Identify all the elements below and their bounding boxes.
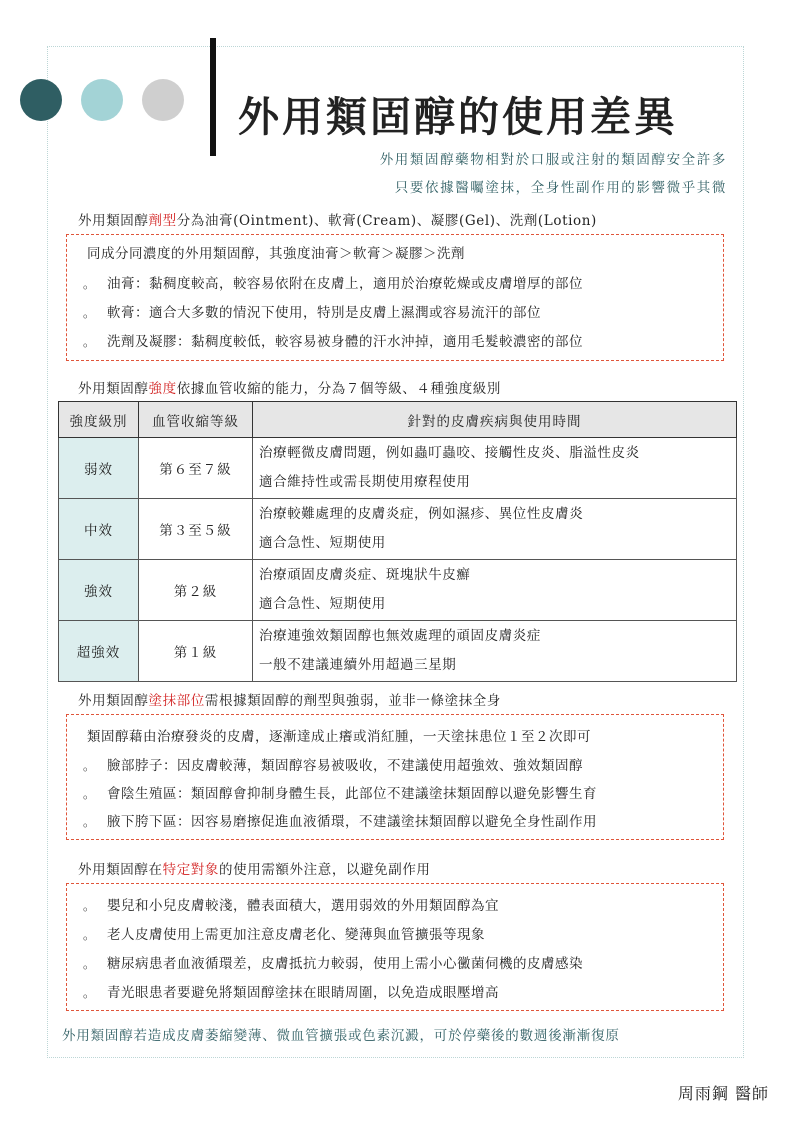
area-box <box>66 714 724 840</box>
strength-table <box>58 401 737 682</box>
footer-note: 外用類固醇若造成皮膚萎縮變薄、微血管擴張或色素沉澱，可於停藥後的數週後漸漸復原 <box>62 1028 620 1044</box>
bullet-mark: 。 <box>83 277 96 291</box>
special-box <box>66 883 724 1011</box>
bullet-mark: 。 <box>83 928 96 942</box>
list-item: 。 青光眼患者要避免將類固醇塗抹在眼睛周圍，以免造成眼壓增高 <box>83 985 499 1001</box>
table-row <box>59 438 737 499</box>
cell-level: 強效 <box>59 560 139 621</box>
header-desc: 針對的皮膚疾病與使用時間 <box>253 402 737 438</box>
table-row <box>59 560 737 621</box>
list-item: 。 軟膏：適合大多數的情況下使用，特別是皮膚上濕潤或容易流汗的部位 <box>83 305 541 321</box>
cell-range: 第６至７級 <box>139 438 253 499</box>
bullet-mark: 。 <box>83 815 96 829</box>
list-item: 。 糖尿病患者血液循環差，皮膚抵抗力較弱，使用上需小心黴菌伺機的皮膚感染 <box>83 956 583 972</box>
area-heading-highlight: 塗抹部位 <box>148 693 205 709</box>
cell-level: 中效 <box>59 499 139 560</box>
list-item: 。 會陰生殖區：類固醇會抑制身體生長，此部位不建議塗抹類固醇以避免影響生育 <box>83 786 597 802</box>
list-item: 。 油膏：黏稠度較高，較容易依附在皮膚上，適用於治療乾燥或皮膚增厚的部位 <box>83 276 583 292</box>
bullet-mark: 。 <box>83 957 96 971</box>
author-signature: 周雨鋼 醫師 <box>677 1084 769 1103</box>
header-range: 血管收縮等級 <box>139 402 253 438</box>
bullet-mark: 。 <box>83 335 96 349</box>
strength-heading: 外用類固醇強度依據血管收縮的能力，分為７個等級、４種強度級別 <box>78 381 502 397</box>
table-row <box>59 499 737 560</box>
decor-dot-light <box>81 79 123 121</box>
cell-desc: 治療輕微皮膚問題，例如蟲叮蟲咬、接觸性皮炎、脂溢性皮炎 適合維持性或需長期使用療程使用 <box>253 438 737 499</box>
cell-desc: 治療較難處理的皮膚炎症，例如濕疹、異位性皮膚炎 適合急性、短期使用 <box>253 499 737 560</box>
area-intro: 類固醇藉由治療發炎的皮膚，逐漸達成止癢或消紅腫，一天塗抹患位１至２次即可 <box>87 729 591 745</box>
dosage-heading-highlight: 劑型 <box>148 213 177 229</box>
bullet-mark: 。 <box>83 986 96 1000</box>
special-heading-highlight: 特定對象 <box>162 862 220 878</box>
cell-level: 弱效 <box>59 438 139 499</box>
subtitle-line-1: 外用類固醇藥物相對於口服或注射的類固醇安全許多 <box>379 152 727 168</box>
table-row <box>59 621 737 682</box>
cell-range: 第３至５級 <box>139 499 253 560</box>
area-heading: 外用類固醇塗抹部位需根據類固醇的劑型與強弱，並非一條塗抹全身 <box>78 693 502 709</box>
cell-range: 第２級 <box>139 560 253 621</box>
subtitle-line-2: 只要依據醫囑塗抹，全身性副作用的影響微乎其微 <box>394 180 727 196</box>
bullet-mark: 。 <box>83 759 96 773</box>
list-item: 。 臉部脖子：因皮膚較薄，類固醇容易被吸收，不建議使用超強效、強效類固醇 <box>83 758 583 774</box>
cell-range: 第１級 <box>139 621 253 682</box>
list-item: 。 嬰兒和小兒皮膚較淺，體表面積大，選用弱效的外用類固醇為宜 <box>83 898 499 914</box>
page-title: 外用類固醇的使用差異 <box>238 93 678 141</box>
title-divider-bar <box>210 38 216 156</box>
list-item: 。 老人皮膚使用上需更加注意皮膚老化、變薄與血管擴張等現象 <box>83 927 485 943</box>
bullet-mark: 。 <box>83 787 96 801</box>
cell-desc: 治療連強效類固醇也無效處理的頑固皮膚炎症 一般不建議連續外用超過三星期 <box>253 621 737 682</box>
cell-level: 超強效 <box>59 621 139 682</box>
table-header-row <box>59 402 737 438</box>
list-item: 。 洗劑及凝膠：黏稠度較低，較容易被身體的汗水沖掉，適用毛髮較濃密的部位 <box>83 334 583 350</box>
dosage-box <box>66 234 724 361</box>
header-level: 強度級別 <box>59 402 139 438</box>
bullet-mark: 。 <box>83 306 96 320</box>
decor-dot-gray <box>142 79 184 121</box>
strength-heading-highlight: 強度 <box>148 381 177 397</box>
special-heading: 外用類固醇在特定對象的使用需額外注意，以避免副作用 <box>78 862 431 878</box>
bullet-mark: 。 <box>83 899 96 913</box>
list-item: 。 腋下胯下區：因容易磨擦促進血液循環，不建議塗抹類固醇以避免全身性副作用 <box>83 814 597 830</box>
cell-desc: 治療頑固皮膚炎症、斑塊狀牛皮癬 適合急性、短期使用 <box>253 560 737 621</box>
dosage-heading: 外用類固醇劑型分為油膏(Ointment)、軟膏(Cream)、凝膠(Gel)、洗劑(Lotion) <box>78 213 597 229</box>
decor-dot-dark <box>20 79 62 121</box>
dosage-intro: 同成分同濃度的外用類固醇，其強度油膏＞軟膏＞凝膠＞洗劑 <box>87 246 465 262</box>
